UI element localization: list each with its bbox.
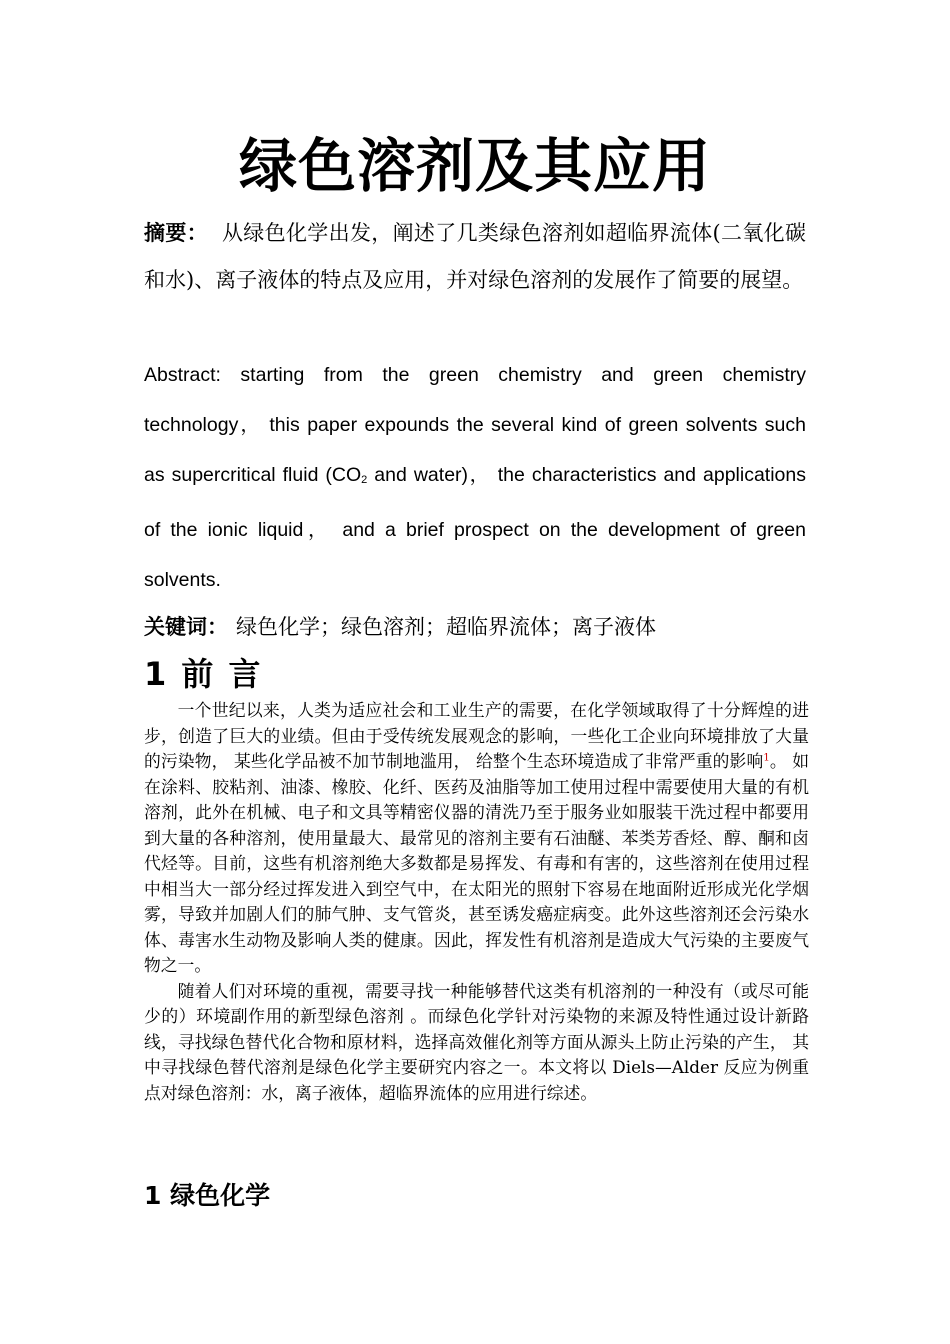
abstract-label: 摘要：: [144, 221, 208, 245]
document-title: 绿色溶剂及其应用: [238, 132, 711, 200]
section-heading-preface: 1 前 言: [144, 655, 263, 693]
paragraph-1: [144, 698, 809, 979]
keywords-text: 绿色化学；绿色溶剂；超临界流体；离子液体: [236, 615, 656, 639]
keywords: [144, 606, 806, 648]
abstract-english-text-part2: and water)， the characteristics and applications of the ionic liquid， and a brief prospect on the development of green solvents.: [144, 464, 806, 591]
abstract-english: [144, 350, 806, 605]
abstract-chinese-text: 从绿色化学出发，阐述了几类绿色溶剂如超临界流体(二氧化碳和水)、离子液体的特点及应用，并对绿色溶剂的发展作了简要的展望。: [144, 221, 806, 292]
body-text: [144, 698, 809, 1106]
co2-subscript: 2: [361, 474, 368, 486]
section-heading-green-chemistry: 1 绿色化学: [144, 1181, 271, 1210]
paragraph-1-text-a: 一个世纪以来，人类为适应社会和工业生产的需要，在化学领域取得了十分辉煌的进步，创造了巨大的业绩。但由于受传统发展观念的影响，一些化工企业向环境排放了大量的污染物， 某些化学品被不加节制地滥用， 给整个生态环境造成了非常严重的影响: [144, 700, 809, 771]
keywords-label: 关键词：: [144, 615, 228, 639]
paragraph-2: 随着人们对环境的重视，需要寻找一种能够替代这类有机溶剂的一种没有（或尽可能少的）环境副作用的新型绿色溶剂 。而绿色化学针对污染物的来源及特性通过设计新路线，寻找绿色替代化合物和原材料，选择高效催化剂等方面从源头上防止污染的产生， 其中寻找绿色替代溶剂是绿色化学主要研究内容之一。本文将以 Diels—Alder 反应为例重点对绿色溶剂：水，离子液体，超临界流体的应用进行综述。: [144, 980, 809, 1103]
abstract-english-text-part1: Abstract: starting from the green chemistry and green chemistry technology， this paper expounds the several kind of green solvents such as supercritical fluid (CO: [144, 364, 806, 486]
abstract-chinese: [144, 210, 806, 304]
paragraph-1-text-b: 。 如在涂料、胶粘剂、油漆、橡胶、化纤、医药及油脂等加工使用过程中需要使用大量的有机溶剂，此外在机械、电子和文具等精密仪器的清洗乃至于服务业如服装干洗过程中都要用到大量的各种溶剂，使用量最大、最常见的溶剂主要有石油醚、苯类芳香烃、醇、酮和卤代烃等。目前，这些有机溶剂绝大多数都是易挥发、有毒和有害的，这些溶剂在使用过程中相当大一部分经过挥发进入到空气中，在太阳光的照射下容易在地面附近形成光化学烟雾，导致并加剧人们的肺气肿、支气管炎，甚至诱发癌症病变。此外这些溶剂还会污染水体、毒害水生动物及影响人类的健康。因此，挥发性有机溶剂是造成大气污染的主要废气物之一。: [144, 751, 809, 975]
reference-marker[interactable]: 1: [763, 752, 770, 764]
